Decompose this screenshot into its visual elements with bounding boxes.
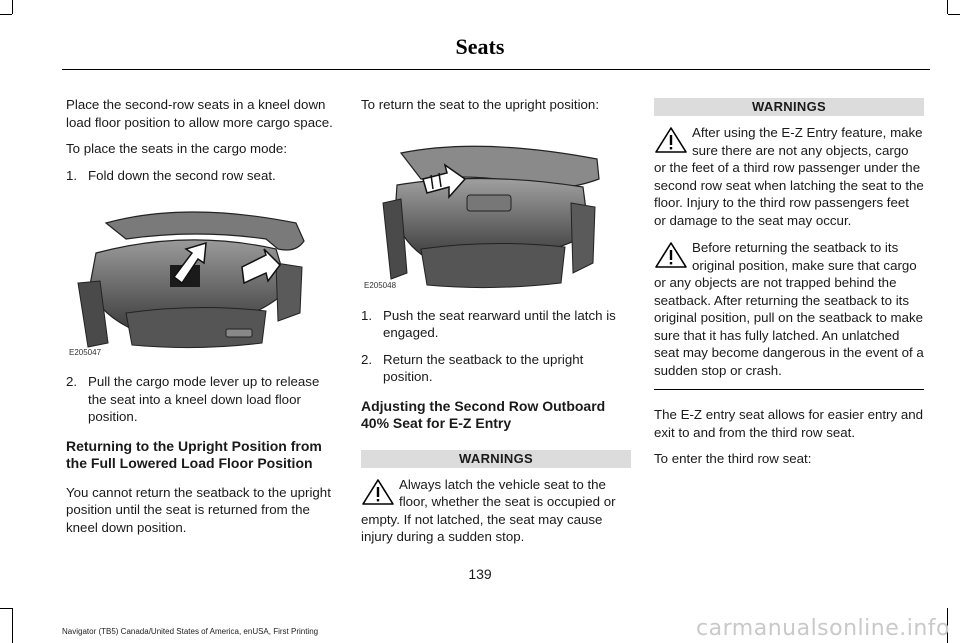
warning-item [361, 476, 631, 546]
step-item [66, 373, 336, 426]
lead-paragraph: To enter the third row seat: [654, 451, 812, 466]
crop-mark [12, 608, 13, 643]
column-2 [361, 96, 631, 556]
intro-paragraph: Place the second-row seats in a kneel down load floor position to allow more cargo space. [66, 97, 333, 130]
warning-item [654, 239, 924, 379]
step-text: Return the seatback to the upright position. [383, 351, 584, 384]
step-item [361, 351, 631, 386]
step-item [66, 167, 336, 185]
lead-paragraph: To place the seats in the cargo mode: [66, 141, 288, 156]
seat-illustration-icon [361, 123, 601, 295]
seat-illustration-icon [66, 193, 306, 361]
section-heading: Adjusting the Second Row Outboard 40% Seat for E-Z Entry [361, 397, 606, 431]
figure-seat-fold [66, 193, 306, 361]
page-title: Seats [455, 34, 505, 59]
page-number: 139 [468, 566, 492, 582]
step-number: 1. [66, 167, 78, 183]
step-item [361, 307, 631, 342]
step-number: 1. [361, 307, 373, 323]
header-rule [62, 69, 930, 70]
column-1 [66, 96, 336, 545]
crop-mark [12, 0, 13, 14]
crop-mark [0, 608, 12, 609]
step-number: 2. [66, 374, 78, 389]
step-text: Fold down the second row seat. [88, 167, 276, 183]
warnings-header: WARNINGS [654, 98, 924, 116]
note-paragraph: You cannot return the seatback to the upright position until the seat is returned from the kneel down position. [66, 484, 331, 535]
step-number: 2. [361, 351, 373, 367]
footer-text: Navigator (TB5) Canada/United States of America, enUSA, First Printing [62, 627, 319, 636]
warning-triangle-icon [361, 478, 395, 506]
lead-paragraph: To return the seat to the upright position: [361, 97, 600, 112]
step-text: Push the seat rearward until the latch is engaged. [383, 307, 616, 340]
column-3 [654, 96, 924, 477]
crop-mark [948, 14, 960, 15]
warnings-header: WARNINGS [361, 450, 631, 468]
crop-mark [0, 14, 12, 15]
body-paragraph: The E-Z entry seat allows for easier entry and exit to and from the third row seat. [654, 407, 924, 440]
step-text: Pull the cargo mode lever up to release the seat into a kneel down load floor position. [88, 374, 320, 424]
warning-text: After using the E-Z Entry feature, make sure there are not any objects, cargo or the feet of a third row passenger under the second row seat when latching the seat to the floor. Injury to the third row passengers feet or damage to the seat may occur. [654, 125, 924, 228]
warning-text: Before returning the seatback to its original position, make sure that cargo or any objects are not trapped behind the seatback. After returning the seatback to its original position, pull on the seatback to make sure that it has fully latched. An unlatched seat may become dangerous in the event of a sudden stop or crash. [654, 240, 924, 378]
warning-text: Always latch the vehicle seat to the floor, whether the seat is occupied or empty. If not latched, the seat may cause injury during a sudden stop. [361, 476, 616, 544]
warning-item [654, 124, 924, 229]
warning-triangle-icon [654, 126, 688, 154]
watermark: carmanualsonline.info [696, 616, 950, 641]
figure-seat-upright [361, 123, 601, 295]
crop-mark [947, 0, 948, 14]
figure-code: E205047 [69, 347, 102, 357]
figure-code: E205048 [364, 281, 397, 290]
warning-triangle-icon [654, 241, 688, 269]
warnings-divider [654, 389, 924, 390]
section-heading: Returning to the Upright Position from the Full Lowered Load Floor Position [66, 437, 322, 471]
